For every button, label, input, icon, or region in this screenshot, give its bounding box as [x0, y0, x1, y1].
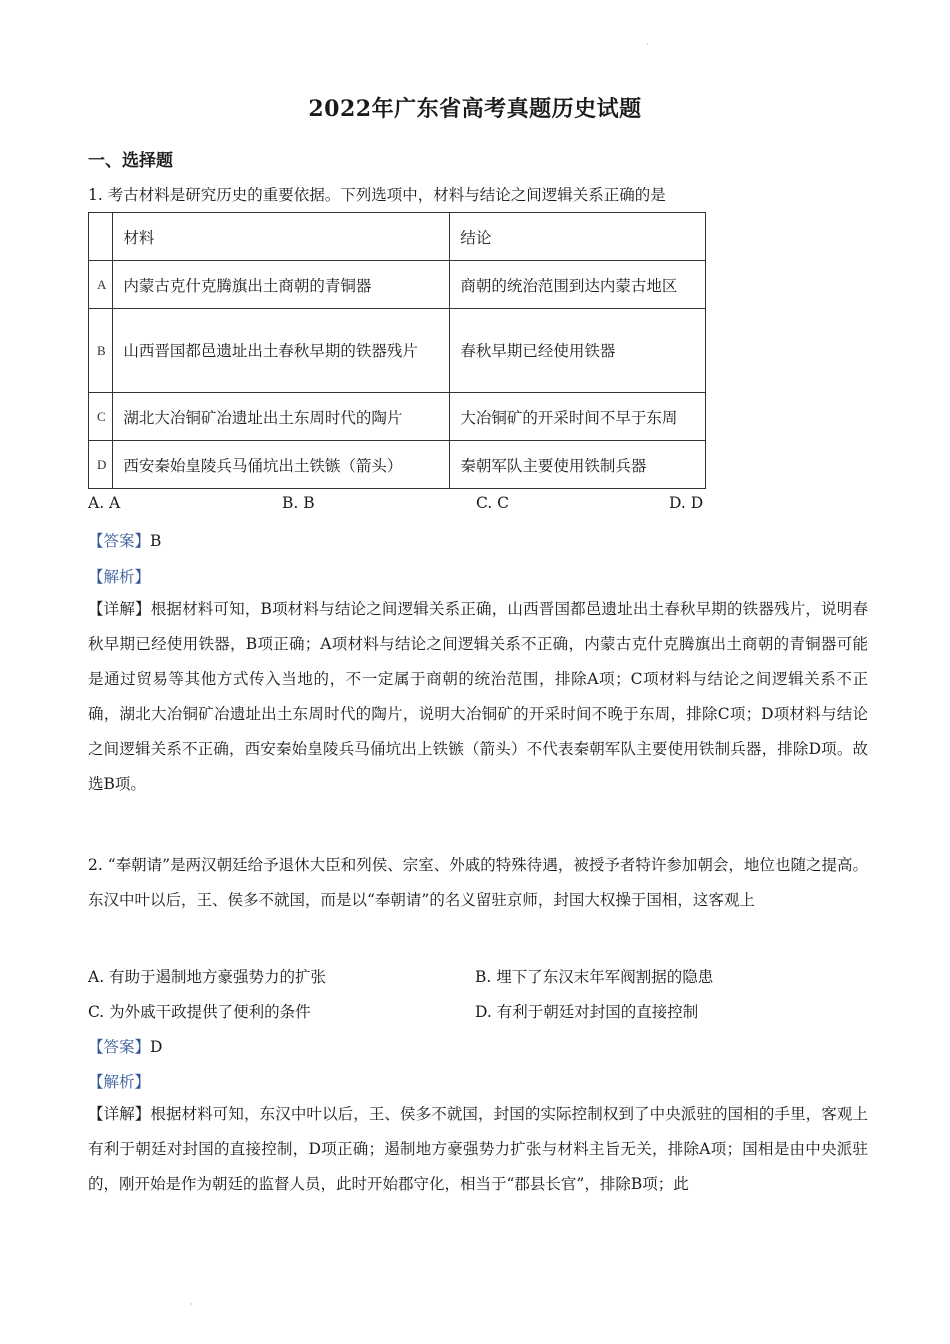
- q2-stem: 2. “奉朝请”是两汉朝廷给予退休大臣和列侯、宗室、外戚的特殊待遇，被授予者特许参加朝会，地位也随之提高。东汉中叶以后，王、侯多不就国，而是以“奉朝请”的名义留驻京师，封国大权操于国相，这客观上: [88, 856, 868, 909]
- section-heading: 一、选择题: [88, 151, 173, 171]
- header-conclusion: 结论: [450, 213, 706, 261]
- conclusion-cell: 大冶铜矿的开采时间不早于东周: [450, 393, 706, 441]
- row-label: D: [89, 441, 113, 489]
- table-row: [89, 441, 706, 489]
- option-d: D. D: [669, 494, 704, 512]
- answer-value: B: [150, 532, 162, 550]
- option-a: A. 有助于遏制地方豪强势力的扩张: [88, 968, 327, 986]
- table-header-row: [89, 213, 706, 261]
- scan-dot: ·: [190, 1300, 193, 1309]
- q2-detail: [88, 1097, 868, 1207]
- answer-tag: 【答案】: [88, 1038, 151, 1056]
- q1-analysis-tag: 【解析】: [88, 568, 151, 586]
- conclusion-cell: 春秋早期已经使用铁器: [450, 309, 706, 393]
- detail-tag: 【详解】: [88, 600, 151, 618]
- option-d: D. 有利于朝廷对封国的直接控制: [475, 1003, 699, 1021]
- row-label: A: [89, 261, 113, 309]
- option-c: C. C: [476, 494, 510, 512]
- detail-text: 根据材料可知，B项材料与结论之间逻辑关系正确，山西晋国都邑遗址出土春秋早期的铁器残片，说明春秋早期已经使用铁器，B项正确；A项材料与结论之间逻辑关系不正确，内蒙古克什克腾旗出土商朝的青铜器可能是通过贸易等其他方式传入当地的，不一定属于商朝的统治范围，排除A项；C项材料与结论之间逻辑关系不正确，湖北大冶铜矿冶遗址出土东周时代的陶片，说明大冶铜矿的开采时间不晚于东周，排除C项；D项材料与结论之间逻辑关系不正确，西安秦始皇陵兵马俑坑出上铁镞（箭头）不代表秦朝军队主要使用铁制兵器，排除D项。故选B项。: [88, 600, 868, 793]
- conclusion-cell: 秦朝军队主要使用铁制兵器: [450, 441, 706, 489]
- answer-value: D: [150, 1038, 163, 1056]
- table-row: [89, 309, 706, 393]
- material-cell: 内蒙古克什克腾旗出土商朝的青铜器: [113, 261, 450, 309]
- material-cell: 西安秦始皇陵兵马俑坑出土铁镞（箭头）: [113, 441, 450, 489]
- detail-text: 根据材料可知，东汉中叶以后，王、侯多不就国，封国的实际控制权到了中央派驻的国相的手里，客观上有利于朝廷对封国的直接控制，D项正确；遏制地方豪强势力扩张与材料主旨无关，排除A项；国相是由中央派驻的，刚开始是作为朝廷的监督人员，此时开始郡守化，相当于“郡县长官”，排除B项；此: [88, 1105, 868, 1193]
- label-cell: [89, 213, 113, 261]
- q2-analysis-tag: 【解析】: [88, 1073, 151, 1091]
- table-row: [89, 393, 706, 441]
- material-cell: 山西晋国都邑遗址出土春秋早期的铁器残片: [113, 309, 450, 393]
- row-label: C: [89, 393, 113, 441]
- option-b: B. 埋下了东汉末年军阀割据的隐患: [475, 968, 714, 986]
- detail-tag: 【详解】: [88, 1105, 151, 1123]
- option-c: C. 为外戚干政提供了便利的条件: [88, 1003, 311, 1021]
- scan-dot: ·: [646, 40, 649, 49]
- q1-stem: 1. 考古材料是研究历史的重要依据。下列选项中，材料与结论之间逻辑关系正确的是: [88, 186, 666, 204]
- option-b: B. B: [282, 494, 315, 512]
- material-cell: 湖北大冶铜矿冶遗址出土东周时代的陶片: [113, 393, 450, 441]
- conclusion-cell: 商朝的统治范围到达内蒙古地区: [450, 261, 706, 309]
- q1-answer: [88, 529, 161, 551]
- q1-table: [88, 212, 706, 489]
- q2-answer: [88, 1035, 162, 1057]
- row-label: B: [89, 309, 113, 393]
- answer-tag: 【答案】: [88, 532, 151, 550]
- q1-detail: [88, 592, 868, 808]
- page-title: 2022年广东省高考真题历史试题: [308, 96, 642, 122]
- table-row: [89, 261, 706, 309]
- option-a: A. A: [88, 494, 121, 512]
- header-material: 材料: [113, 213, 450, 261]
